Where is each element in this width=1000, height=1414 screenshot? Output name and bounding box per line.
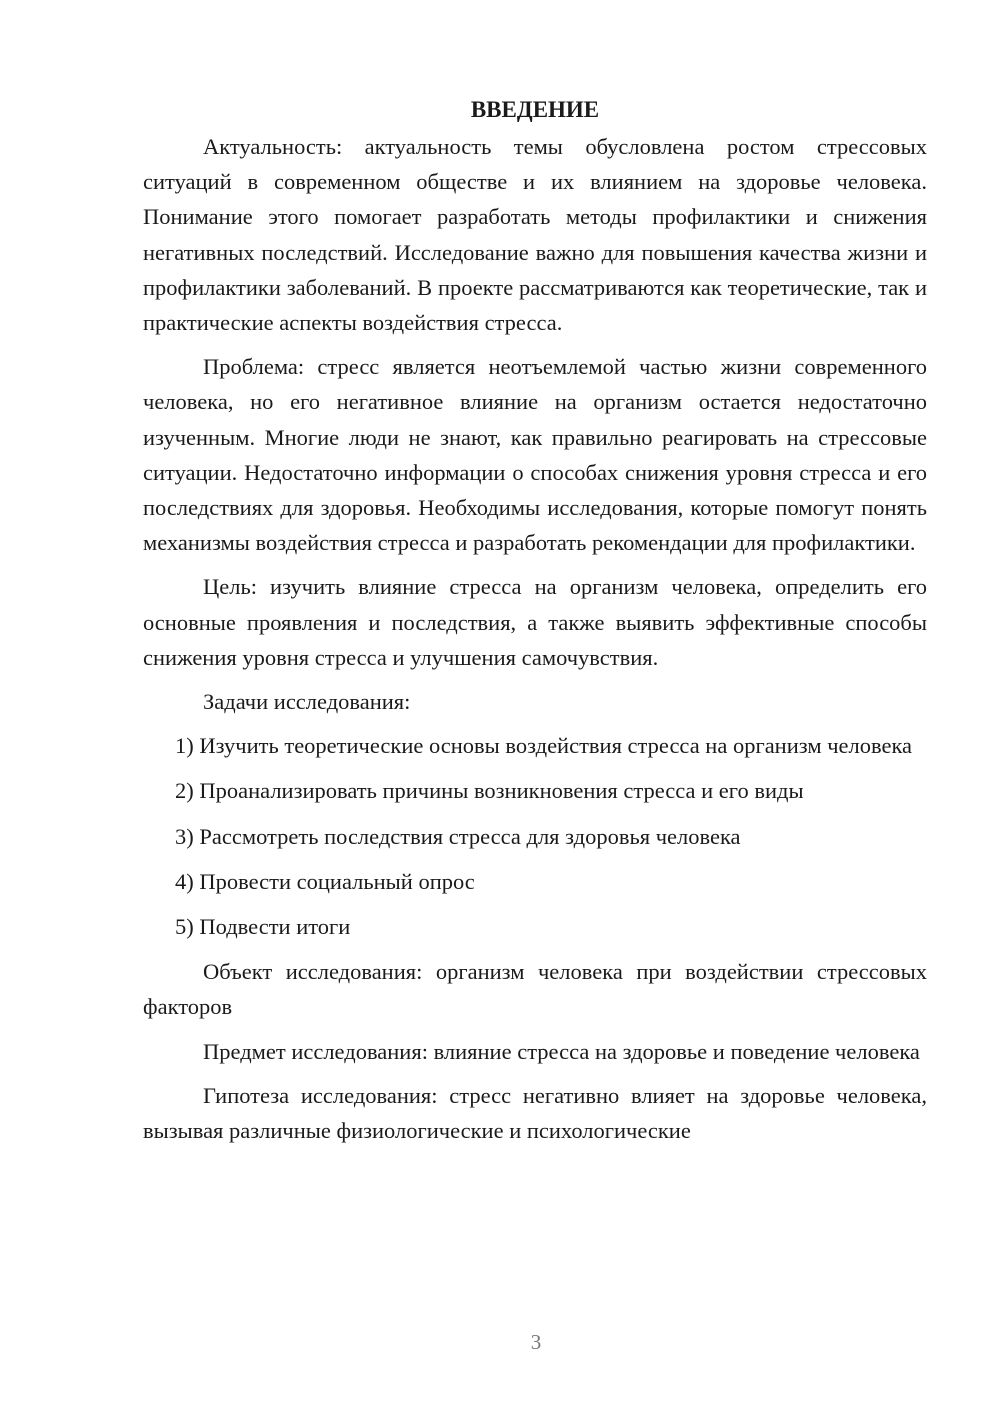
tasks-list	[143, 728, 927, 944]
list-item: 4) Провести социальный опрос	[175, 868, 475, 894]
list-item: 1) Изучить теоретические основы воздействия стресса на организм человека	[175, 733, 913, 759]
subject-paragraph: Предмет исследования: влияние стресса на здоровье и поведение человека	[203, 1038, 920, 1064]
object-paragraph: Объект исследования: организм человека при воздействии стрессовых факторов	[143, 959, 927, 1020]
list-item: 3) Рассмотреть последствия стресса для здоровья человека	[175, 823, 741, 849]
goal-paragraph: Цель: изучить влияние стресса на организм человека, определить его основные проявления и последствия, а также выявить эффективные способы снижения уровня стресса и улучшения самочувствия.	[143, 574, 927, 670]
hypothesis-paragraph: Гипотеза исследования: стресс негативно влияет на здоровье человека, вызывая различные физиологические и психологические	[143, 1082, 927, 1144]
tasks-heading: Задачи исследования:	[203, 689, 411, 715]
document-title: ВВЕДЕНИЕ	[470, 97, 600, 122]
list-item: 5) Подвести итоги	[175, 914, 351, 940]
page-number: 3	[530, 1330, 542, 1354]
list-item: 2) Проанализировать причины возникновения стресса и его виды	[175, 778, 804, 804]
document-page	[143, 92, 927, 1157]
relevance-paragraph: Актуальность: актуальность темы обусловлена ростом стрессовых ситуаций в современном обществе и их влиянием на здоровье человека. Понимание этого помогает разработать методы профилактики и снижения негативных последствий. Исследование важно для повышения качества жизни и профилактики заболеваний. В проекте рассматриваются как теоретические, так и практические аспекты воздействия стресса.	[143, 134, 927, 336]
problem-paragraph: Проблема: стресс является неотъемлемой частью жизни современного человека, но его негативное влияние на организм остается недостаточно изученным. Многие люди не знают, как правильно реагировать на стрессовые ситуации. Недостаточно информации о способах снижения уровня стресса и его последствиях для здоровья. Необходимы исследования, которые помогут понять механизмы воздействия стресса и разработать рекомендации для профилактики.	[143, 354, 927, 556]
